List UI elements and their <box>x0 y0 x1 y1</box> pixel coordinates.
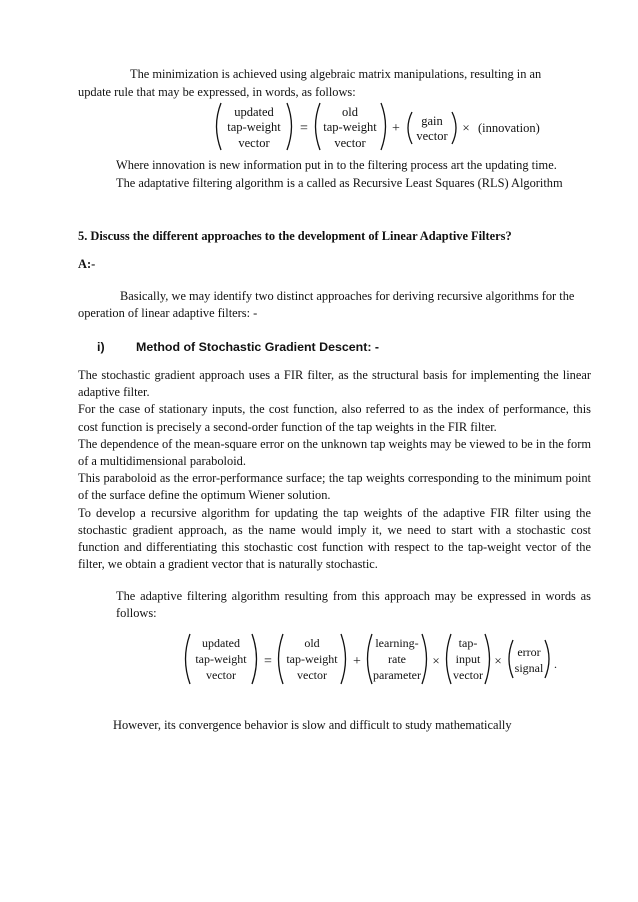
approaches-intro-line-1: Basically, we may identify two distinct approaches for deriving recursive algorithms for the <box>120 289 575 303</box>
eq2-term3-line2: rate <box>388 652 406 666</box>
paragraph: The adaptive filtering algorithm resulting from this approach may be expressed in words as follows: <box>116 589 591 621</box>
eq2-paren <box>341 634 346 684</box>
eq2-paren <box>447 634 452 684</box>
intro-line-1: The minimization is achieved using algebraic matrix manipulations, resulting in an <box>130 67 542 81</box>
paragraph: This paraboloid as the error-performance surface; the tap weights corresponding to the minimum point of the surface define the optimum Wiener solution. <box>78 471 591 503</box>
eq2-term2-line2: tap-weight <box>286 652 338 666</box>
eq2-equals: = <box>264 654 272 669</box>
paragraph: The dependence of the mean-square error on the unknown tap weights may be viewed to be in the form of a multidimensional paraboloid. <box>78 436 591 469</box>
stochastic-gradient-body <box>78 367 591 573</box>
eq2-paren <box>368 634 373 684</box>
eq1-term1-line3: vector <box>238 136 270 150</box>
eq1-term2-line1: old <box>342 105 358 119</box>
paragraph: For the case of stationary inputs, the cost function, also referred to as the index of performance, this cost function is precisely a second-order function of the tap weights in the FIR filter. <box>78 402 591 434</box>
eq1-term3-line1: gain <box>421 114 443 128</box>
eq2-term2-line3: vector <box>297 668 327 682</box>
question-5: 5. Discuss the different approaches to the development of Linear Adaptive Filters? <box>78 229 512 243</box>
intro-line-2: update rule that may be expressed, in words, as follows: <box>78 85 356 99</box>
eq2-paren <box>509 640 513 678</box>
eq1-term2-line2: tap-weight <box>323 120 377 134</box>
eq2-end: . <box>554 657 557 671</box>
eq1-plus: + <box>392 121 400 136</box>
eq1-paren <box>316 103 321 150</box>
eq2-paren <box>422 634 427 684</box>
innovation-definition: Where innovation is new information put in to the filtering process art the updating time. <box>116 158 557 172</box>
eq2-paren <box>545 640 549 678</box>
eq2-term1-line1: updated <box>202 636 240 650</box>
eq1-paren <box>287 103 292 150</box>
rls-statement: The adaptative filtering algorithm is a called as Recursive Least Squares (RLS) Algorithm <box>116 176 563 190</box>
rls-update-equation <box>210 100 570 154</box>
eq2-term3-line1: learning- <box>375 636 419 650</box>
eq2-paren <box>252 634 257 684</box>
eq1-term4: (innovation) <box>478 121 540 135</box>
lms-update-equation <box>180 632 560 688</box>
eq2-plus: + <box>353 654 361 669</box>
eq2-paren <box>485 634 490 684</box>
algorithm-intro <box>116 588 591 622</box>
conclusion: However, its convergence behavior is slow and difficult to study mathematically <box>113 718 512 732</box>
eq1-term3-line2: vector <box>416 129 448 143</box>
eq1-equals: = <box>300 121 308 136</box>
section-number: i) <box>97 340 105 354</box>
eq2-term5-line1: error <box>517 645 541 659</box>
eq1-times: × <box>462 120 470 135</box>
eq1-term2-line3: vector <box>334 136 366 150</box>
eq2-term1-line2: tap-weight <box>195 652 247 666</box>
eq1-paren <box>217 103 222 150</box>
eq2-term4-line2: input <box>455 652 481 666</box>
eq1-paren <box>381 103 386 150</box>
eq2-term5-line2: signal <box>514 661 544 675</box>
paragraph: The stochastic gradient approach uses a FIR filter, as the structural basis for implementing the linear adaptive filter. <box>78 368 591 400</box>
eq1-paren <box>452 112 456 144</box>
eq2-paren <box>186 634 191 684</box>
eq1-term1-line2: tap-weight <box>227 120 281 134</box>
eq2-term3-line3: parameter <box>373 668 421 682</box>
paragraph: To develop a recursive algorithm for updating the tap weights of the adaptive FIR filter using the stochastic gradient approach, as the name would imply it, we need to start with a stochastic cost function and differentiating this stochastic cost function with respect to the tap-weight vector of the filter, we obtain a gradient vector that is naturally stochastic. <box>78 505 591 572</box>
eq2-term4-line1: tap- <box>458 636 478 650</box>
eq1-term1-line1: updated <box>234 105 274 119</box>
eq2-term2-line1: old <box>304 636 320 650</box>
approaches-intro-line-2: operation of linear adaptive filters: - <box>78 306 258 320</box>
eq2-times-1: × <box>432 653 440 668</box>
eq2-times-2: × <box>494 653 502 668</box>
eq2-paren <box>279 634 284 684</box>
eq2-term4-line3: vector <box>453 668 483 682</box>
answer-label: A:- <box>78 257 96 271</box>
eq1-paren <box>408 112 412 144</box>
section-title: Method of Stochastic Gradient Descent: - <box>136 340 380 354</box>
eq2-term1-line3: vector <box>206 668 236 682</box>
